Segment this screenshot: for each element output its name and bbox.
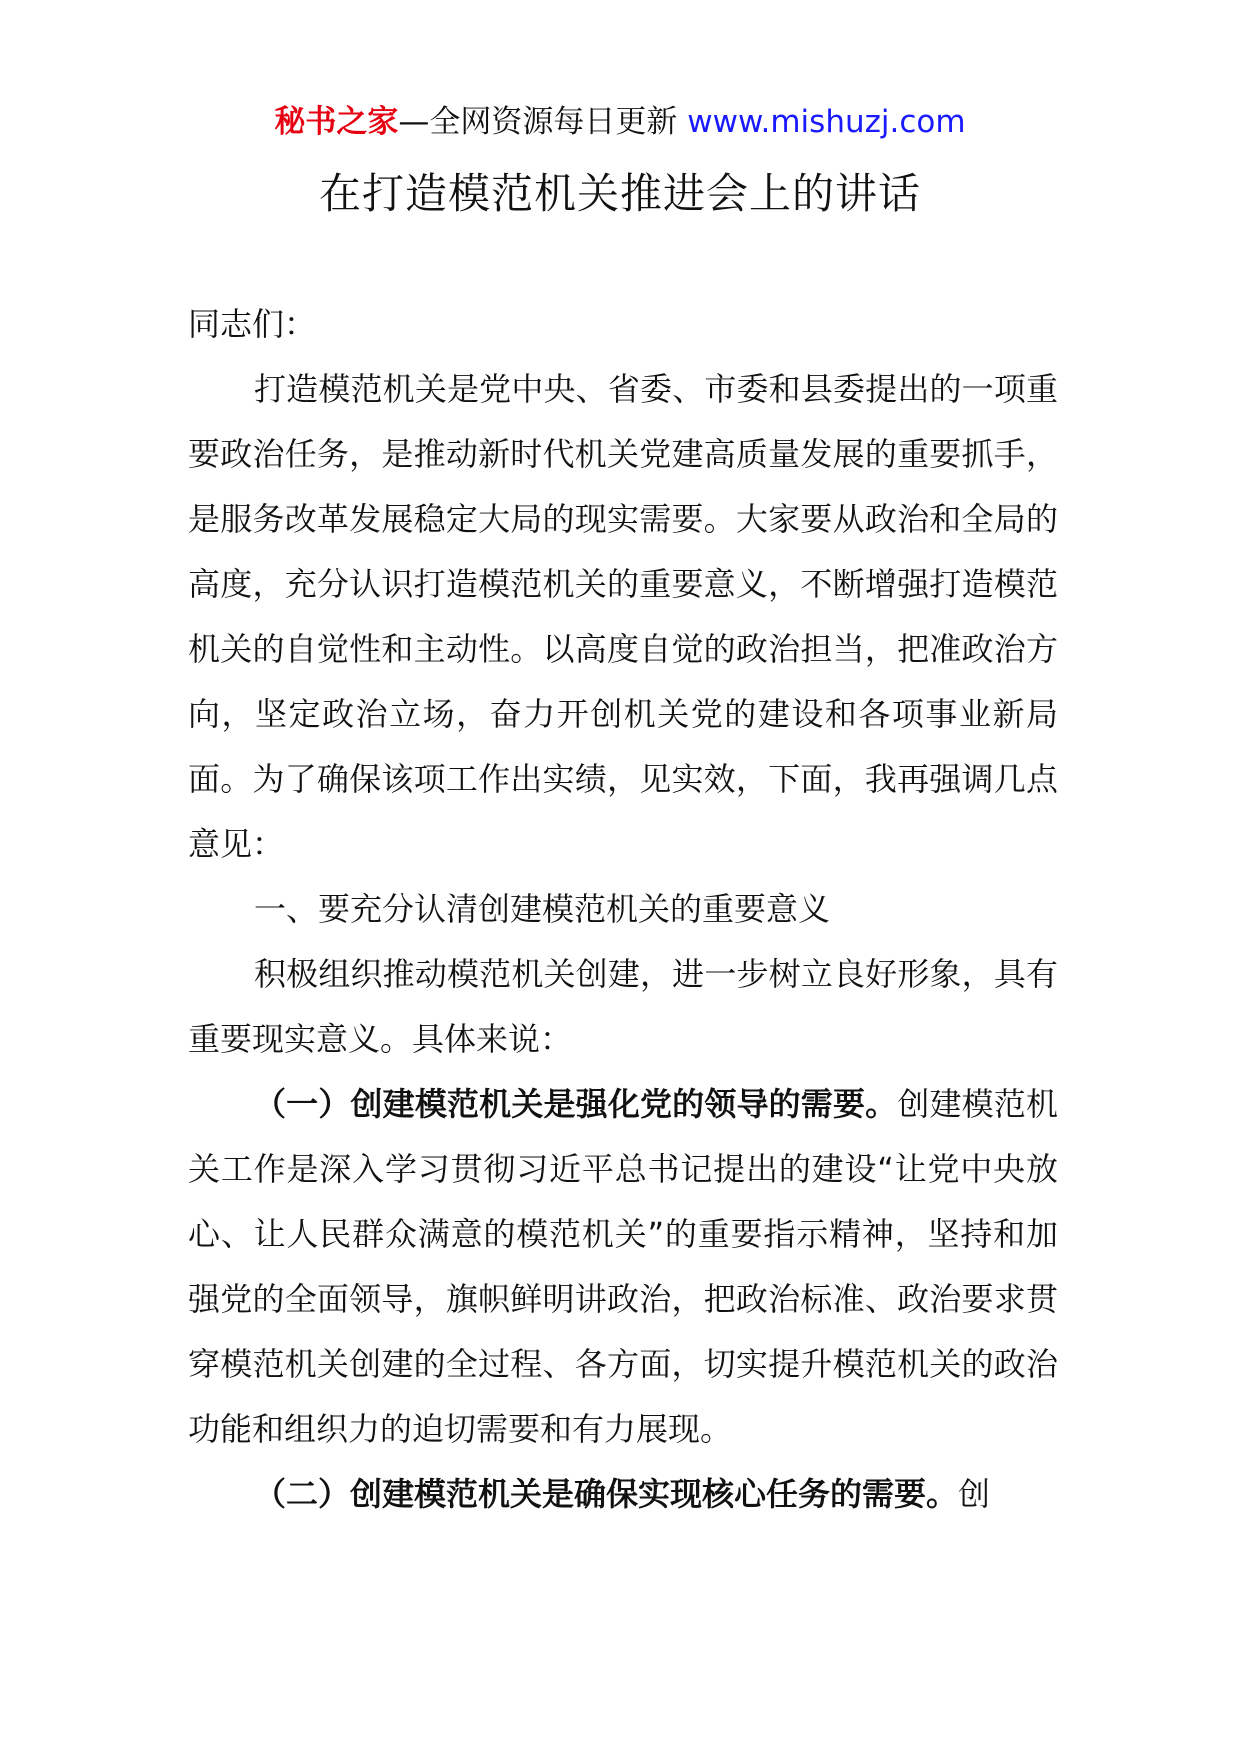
paragraph-subsection-2 xyxy=(188,1462,1058,1527)
subsection-1-text: 创建模范机关工作是深入学习贯彻习近平总书记提出的建设“让党中央放心、让人民群众满意的模范机关”的重要指示精神，坚持和加强党的全面领导，旗帜鲜明讲政治，把政治标准、政治要求贯穿模范机关创建的全过程、各方面，切实提升模范机关的政治功能和组织力的迫切需要和有力展现。 xyxy=(188,1085,1058,1448)
site-brand: 秘书之家 xyxy=(274,104,399,140)
site-header xyxy=(0,100,1240,144)
paragraph-section-1-intro: 积极组织推动模范机关创建，进一步树立良好形象，具有重要现实意义。具体来说： xyxy=(188,955,1058,1058)
paragraph-subsection-1 xyxy=(188,1072,1058,1462)
subsection-1-heading: （一）创建模范机关是强化党的领导的需要。 xyxy=(254,1085,898,1123)
paragraph-intro: 打造模范机关是党中央、省委、市委和县委提出的一项重要政治任务，是推动新时代机关党建高质量发展的重要抓手，是服务改革发展稳定大局的现实需要。大家要从政治和全局的高度，充分认识打造模范机关的重要意义，不断增强打造模范机关的自觉性和主动性。以高度自觉的政治担当，把准政治方向，坚定政治立场，奋力开创机关党的建设和各项事业新局面。为了确保该项工作出实绩，见实效，下面，我再强调几点意见： xyxy=(188,370,1058,863)
section-heading-1: 一、要充分认清创建模范机关的重要意义 xyxy=(254,890,831,928)
subsection-2-heading: （二）创建模范机关是确保实现核心任务的需要。 xyxy=(254,1475,959,1513)
document-title: 在打造模范机关推进会上的讲话 xyxy=(318,169,921,218)
site-url[interactable]: www.mishuzj.com xyxy=(687,104,966,140)
site-slogan: —全网资源每日更新 xyxy=(398,104,688,140)
document-body xyxy=(188,292,1058,1527)
salutation: 同志们： xyxy=(188,305,317,343)
subsection-2-text: 创 xyxy=(958,1475,991,1513)
